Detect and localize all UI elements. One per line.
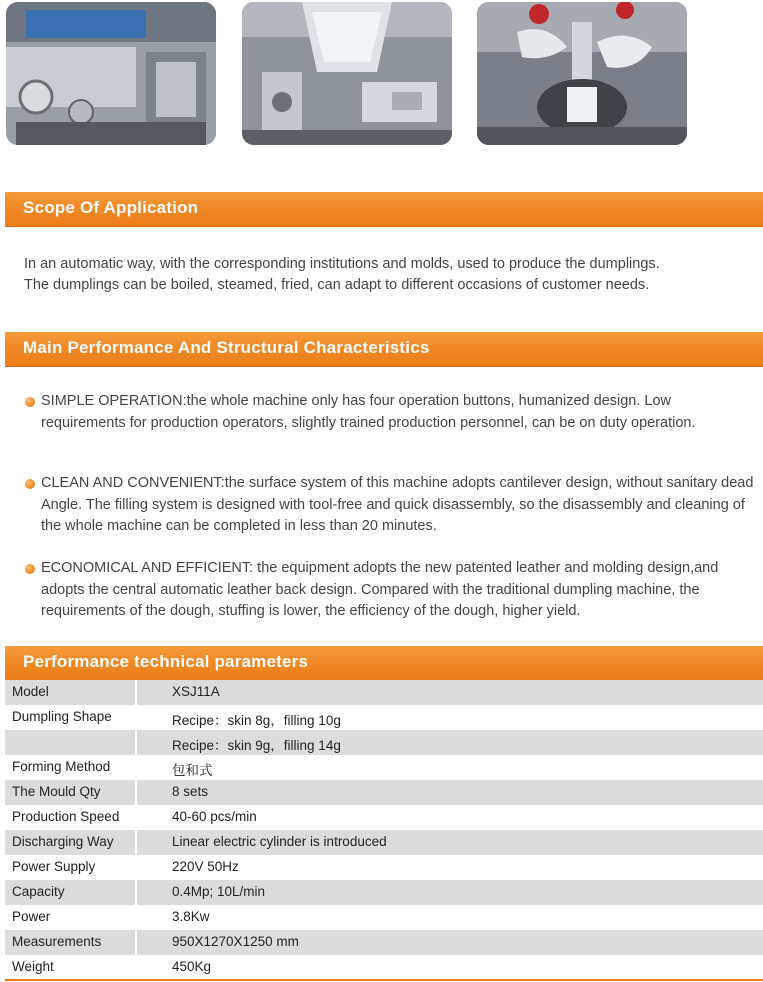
performance-title: Main Performance And Structural Characteristics bbox=[23, 338, 430, 357]
orange-bullet-icon bbox=[25, 397, 35, 407]
parameters-title: Performance technical parameters bbox=[23, 652, 309, 671]
param-label: Measurements bbox=[12, 934, 102, 949]
feature-economical-efficient bbox=[22, 558, 757, 623]
parameters-table bbox=[5, 680, 763, 980]
column-divider bbox=[135, 830, 137, 855]
feature-simple-operation bbox=[22, 391, 757, 434]
table-row bbox=[5, 705, 763, 730]
table-row bbox=[5, 830, 763, 855]
table-row bbox=[5, 930, 763, 955]
feature-text: CLEAN AND CONVENIENT:the surface system of this machine adopts cantilever design, without sanitary dead Angle. The filling system is designed with tool-free and quick disassembly, so the disassembly and cleaning of the whole machine can be completed in less than 20 minutes. bbox=[41, 475, 754, 534]
column-divider bbox=[135, 780, 137, 805]
param-value: Linear electric cylinder is introduced bbox=[172, 834, 387, 849]
param-value: 220V 50Hz bbox=[172, 859, 239, 874]
machine-photo-1 bbox=[6, 2, 216, 145]
param-label: Weight bbox=[12, 959, 54, 974]
parameters-header bbox=[5, 646, 763, 681]
scope-title: Scope Of Application bbox=[23, 198, 199, 217]
param-value: 8 sets bbox=[172, 784, 209, 799]
performance-header bbox=[5, 332, 763, 367]
param-value: 950X1270X1250 mm bbox=[172, 934, 299, 949]
table-bottom-rule bbox=[5, 979, 763, 981]
table-row bbox=[5, 730, 763, 755]
column-divider bbox=[135, 880, 137, 905]
column-divider bbox=[135, 730, 137, 755]
machine-photo-2 bbox=[242, 2, 452, 145]
scope-paragraph bbox=[24, 254, 754, 296]
table-row bbox=[5, 855, 763, 880]
param-label: Forming Method bbox=[12, 759, 111, 774]
param-value: Recipe：skin 8g，filling 10g bbox=[172, 713, 341, 728]
param-value: XSJ11A bbox=[172, 684, 220, 699]
orange-bullet-icon bbox=[25, 564, 35, 574]
table-row bbox=[5, 905, 763, 930]
table-row bbox=[5, 780, 763, 805]
scope-line: The dumplings can be boiled, steamed, fried, can adapt to different occasions of customer needs. bbox=[24, 277, 650, 293]
feature-clean-convenient bbox=[22, 473, 757, 538]
table-row bbox=[5, 805, 763, 830]
param-label: Model bbox=[12, 684, 49, 699]
machine-photo-3 bbox=[477, 2, 687, 145]
param-value: Recipe：skin 9g，filling 14g bbox=[172, 738, 341, 753]
feature-text: SIMPLE OPERATION:the whole machine only has four operation buttons, humanized design. Low requirements for production operators, slightly trained production personnel, can be on duty operation. bbox=[41, 393, 696, 431]
feature-text: ECONOMICAL AND EFFICIENT: the equipment adopts the new patented leather and molding design,and adopts the central automatic leather back design. Compared with the traditional dumpling machine, the requirements of the dough, stuffing is lower, the efficiency of the dough, higher yield. bbox=[41, 560, 719, 619]
param-value: 0.4Mp; 10L/min bbox=[172, 884, 266, 899]
column-divider bbox=[135, 930, 137, 955]
table-row bbox=[5, 755, 763, 780]
param-label: Power bbox=[12, 909, 51, 924]
param-value: 450Kg bbox=[172, 959, 212, 974]
orange-bullet-icon bbox=[25, 479, 35, 489]
param-label: Capacity bbox=[12, 884, 65, 899]
param-value: 3.8Kw bbox=[172, 909, 210, 924]
scope-line: In an automatic way, with the corresponding institutions and molds, used to produce the dumplings. bbox=[24, 256, 660, 272]
param-label: Discharging Way bbox=[12, 834, 114, 849]
param-label: Production Speed bbox=[12, 809, 120, 824]
param-value: 包和式 bbox=[172, 763, 213, 778]
column-divider bbox=[135, 680, 137, 705]
scope-header bbox=[5, 192, 763, 227]
param-label: Dumpling Shape bbox=[12, 709, 112, 724]
param-label: Power Supply bbox=[12, 859, 96, 874]
param-value: 40-60 pcs/min bbox=[172, 809, 257, 824]
param-label: The Mould Qty bbox=[12, 784, 101, 799]
table-row bbox=[5, 680, 763, 705]
table-row bbox=[5, 880, 763, 905]
table-row bbox=[5, 955, 763, 980]
